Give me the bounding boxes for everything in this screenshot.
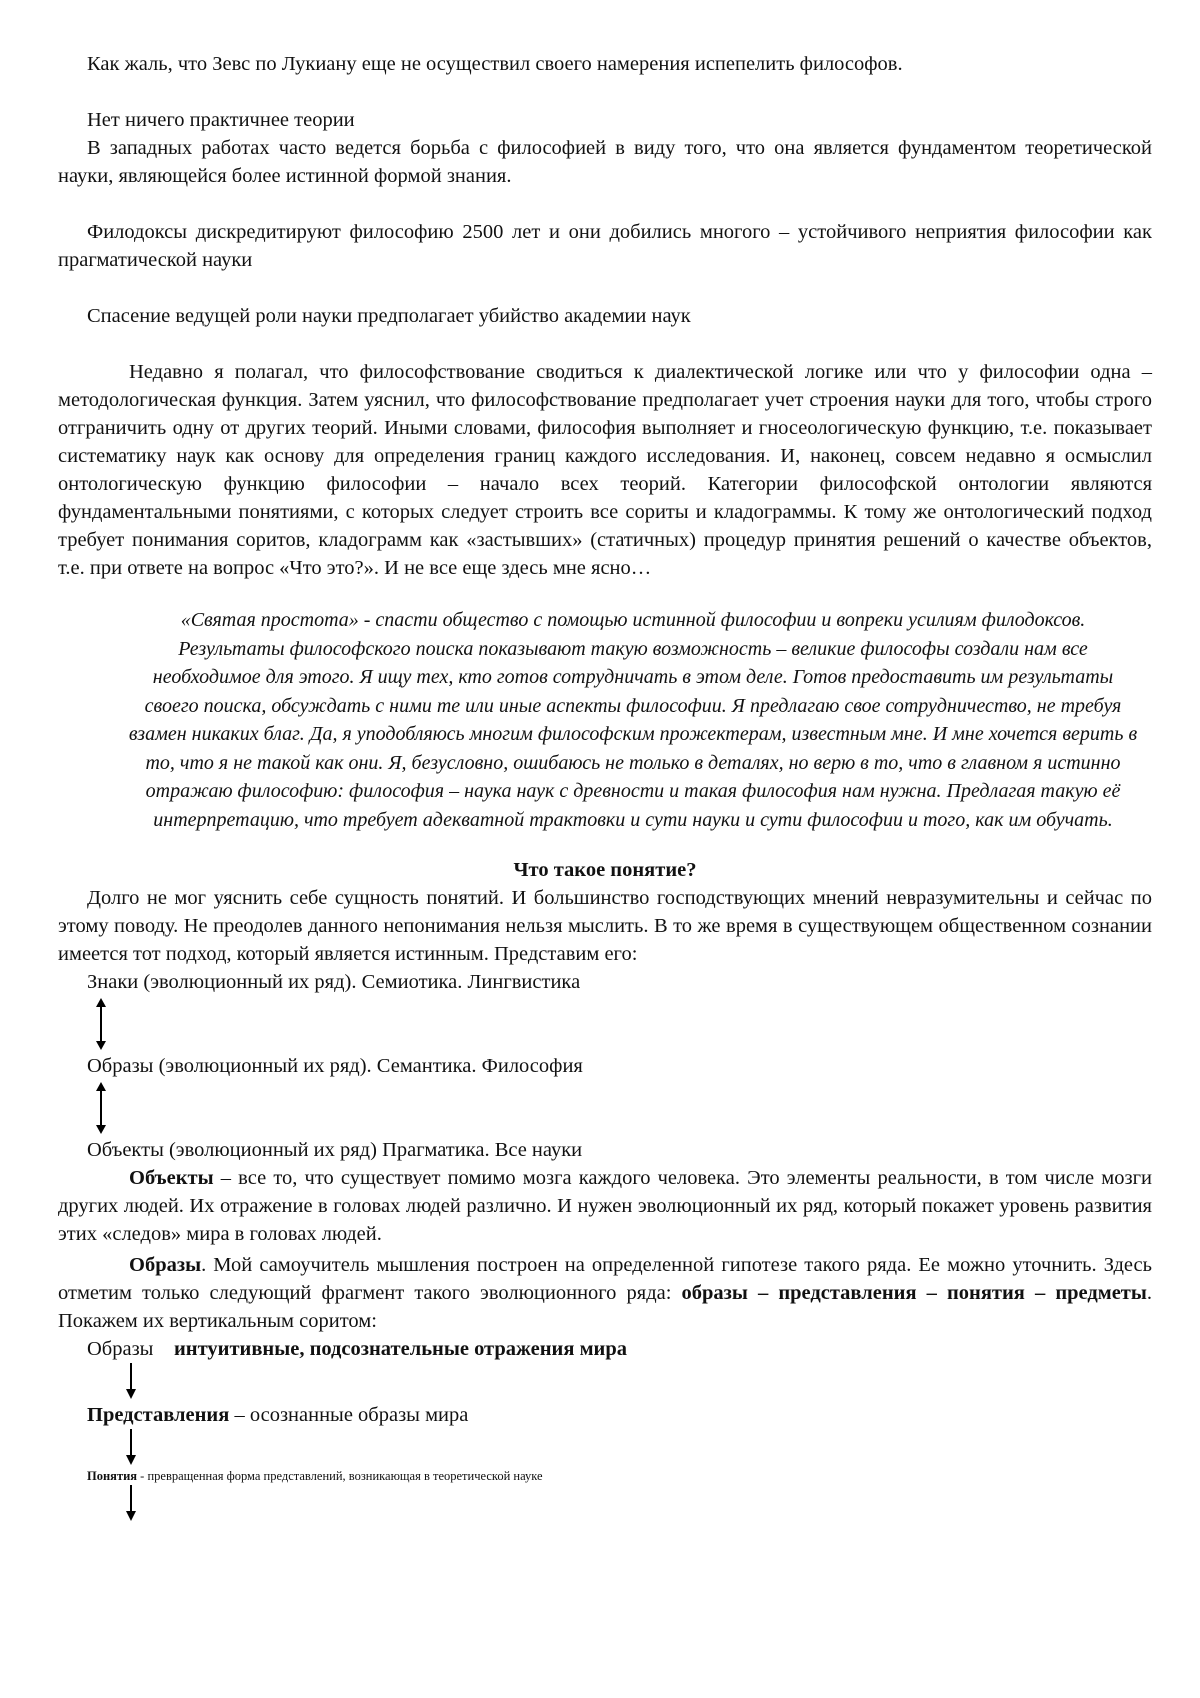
scheme-images: Образы (эволюционный их ряд). Семантика. Философия: [87, 1055, 583, 1077]
sorit-def-images: интуитивные, подсознательные отражения мира: [173, 1338, 627, 1360]
paragraph-concept: Долго не мог уяснить себе сущность понятий. И большинство господствующих мнений невразумительны и сейчас по этому поводу. Не преодолев данного непонимания нельзя мыслить. В то же время в существующем общественном сознании имеется тот подход, который является истинным. Представим его:: [58, 887, 1152, 965]
paragraph-theory: Нет ничего практичнее теории: [87, 109, 355, 131]
double-arrow-icon: [94, 996, 108, 1052]
arrow-down-icon: [124, 1485, 138, 1523]
section-heading: Что такое понятие?: [513, 859, 697, 881]
sorit-row-images: [58, 1335, 1152, 1363]
paragraph-zeus: Как жаль, что Зевс по Лукиану еще не осуществил своего намерения испепелить философов.: [87, 53, 903, 75]
paragraph-images: [58, 1251, 1152, 1335]
scheme-signs: Знаки (эволюционный их ряд). Семиотика. Лингвистика: [87, 971, 581, 993]
sorit-def-concepts: - превращенная форма представлений, возникающая в теоретической науке: [137, 1469, 543, 1483]
paragraph-objects: [58, 1164, 1152, 1248]
images-chain: образы – представления – понятия – предметы: [681, 1282, 1147, 1304]
objects-text: – все то, что существует помимо мозга каждого человека. Это элементы реальности, в том числе мозги других людей. Их отражение в головах людей различно. И нужен эволюционный их ряд, который покажет уровень развития этих «следов» мира в головах людей.: [58, 1167, 1152, 1245]
sorit-term-concepts: Понятия: [87, 1469, 138, 1483]
sorit-term-images: Образы: [87, 1338, 154, 1360]
quote-holy-simplicity: «Святая простота» - спасти общество с помощью истинной философии и вопреки усилиям филодоксов. Результаты философского поиска показывают такую возможность – великие философы создали нам все необходимое для этого. Я ищу тех, кто готов сотрудничать в этом деле. Готов предоставить им результаты своего поиска, обсуждать с ними те или иные аспекты философии. Я предлагаю свое сотрудничество, не требуя взамен никаких благ. Да, я уподобляюсь многим философским прожектерам, известным мне. И мне хочется верить в то, что я не такой как они. Я, безусловно, ошибаюсь не только в деталях, но верю в то, что в главном я истинно отражаю философию: философия – наука наук с древности и такая философия нам нужна. Предлагая такую её интерпретацию, что требует адекватной трактовки и сути науки и сути философии и того, как им обучать.: [128, 609, 1138, 831]
paragraph-western-works: В западных работах часто ведется борьба с философией в виду того, что она является фундаментом теоретической науки, являющейся более истинной формой знания.: [58, 137, 1152, 187]
sorit-def-representations: – осознанные образы мира: [229, 1404, 469, 1426]
sorit-row-representations: [58, 1401, 1152, 1429]
sorit-row-concepts: [58, 1467, 1152, 1485]
paragraph-philosophizing: Недавно я полагал, что философствование сводиться к диалектической логике или что у философии одна – методологическая функция. Затем уяснил, что философствование предполагает учет строения науки для того, чтобы строго отграничить одну от других теорий. Иными словами, философия выполняет и гносеологическую функцию, т.е. показывает систематику наук как основу для определения границ каждого исследования. И, наконец, совсем недавно я осмыслил онтологическую функцию философии – начало всех теорий. Категории философской онтологии являются фундаментальными понятиями, с которых следует строить все сориты и кладограммы. К тому же онтологический подход требует понимания соритов, кладограмм как «застывших» (статичных) процедур принятия решений о качестве объектов, т.е. при ответе на вопрос «Что это?». И не все еще здесь мне ясно…: [58, 361, 1152, 579]
arrow-down-icon: [124, 1429, 138, 1467]
arrow-down-icon: [124, 1363, 138, 1401]
term-images: Образы: [129, 1254, 202, 1276]
images-text: . Мой самоучитель мышления построен на определенной гипотезе такого ряда. Ее можно уточнить. Здесь отметим только следующий фрагмент такого эволюционного ряда:: [58, 1254, 1152, 1304]
images-tail: . Покажем их вертикальным соритом:: [58, 1282, 1152, 1332]
double-arrow-icon: [94, 1080, 108, 1136]
scheme-objects: Объекты (эволюционный их ряд) Прагматика. Все науки: [87, 1139, 583, 1161]
term-objects: Объекты: [129, 1167, 214, 1189]
document-page: [58, 50, 1152, 1523]
paragraph-philodoxes: Филодоксы дискредитируют философию 2500 лет и они добились многого – устойчивого неприятия философии как прагматической науки: [58, 221, 1152, 271]
paragraph-salvation: Спасение ведущей роли науки предполагает убийство академии наук: [87, 305, 691, 327]
sorit-term-representations: Представления: [87, 1404, 230, 1426]
